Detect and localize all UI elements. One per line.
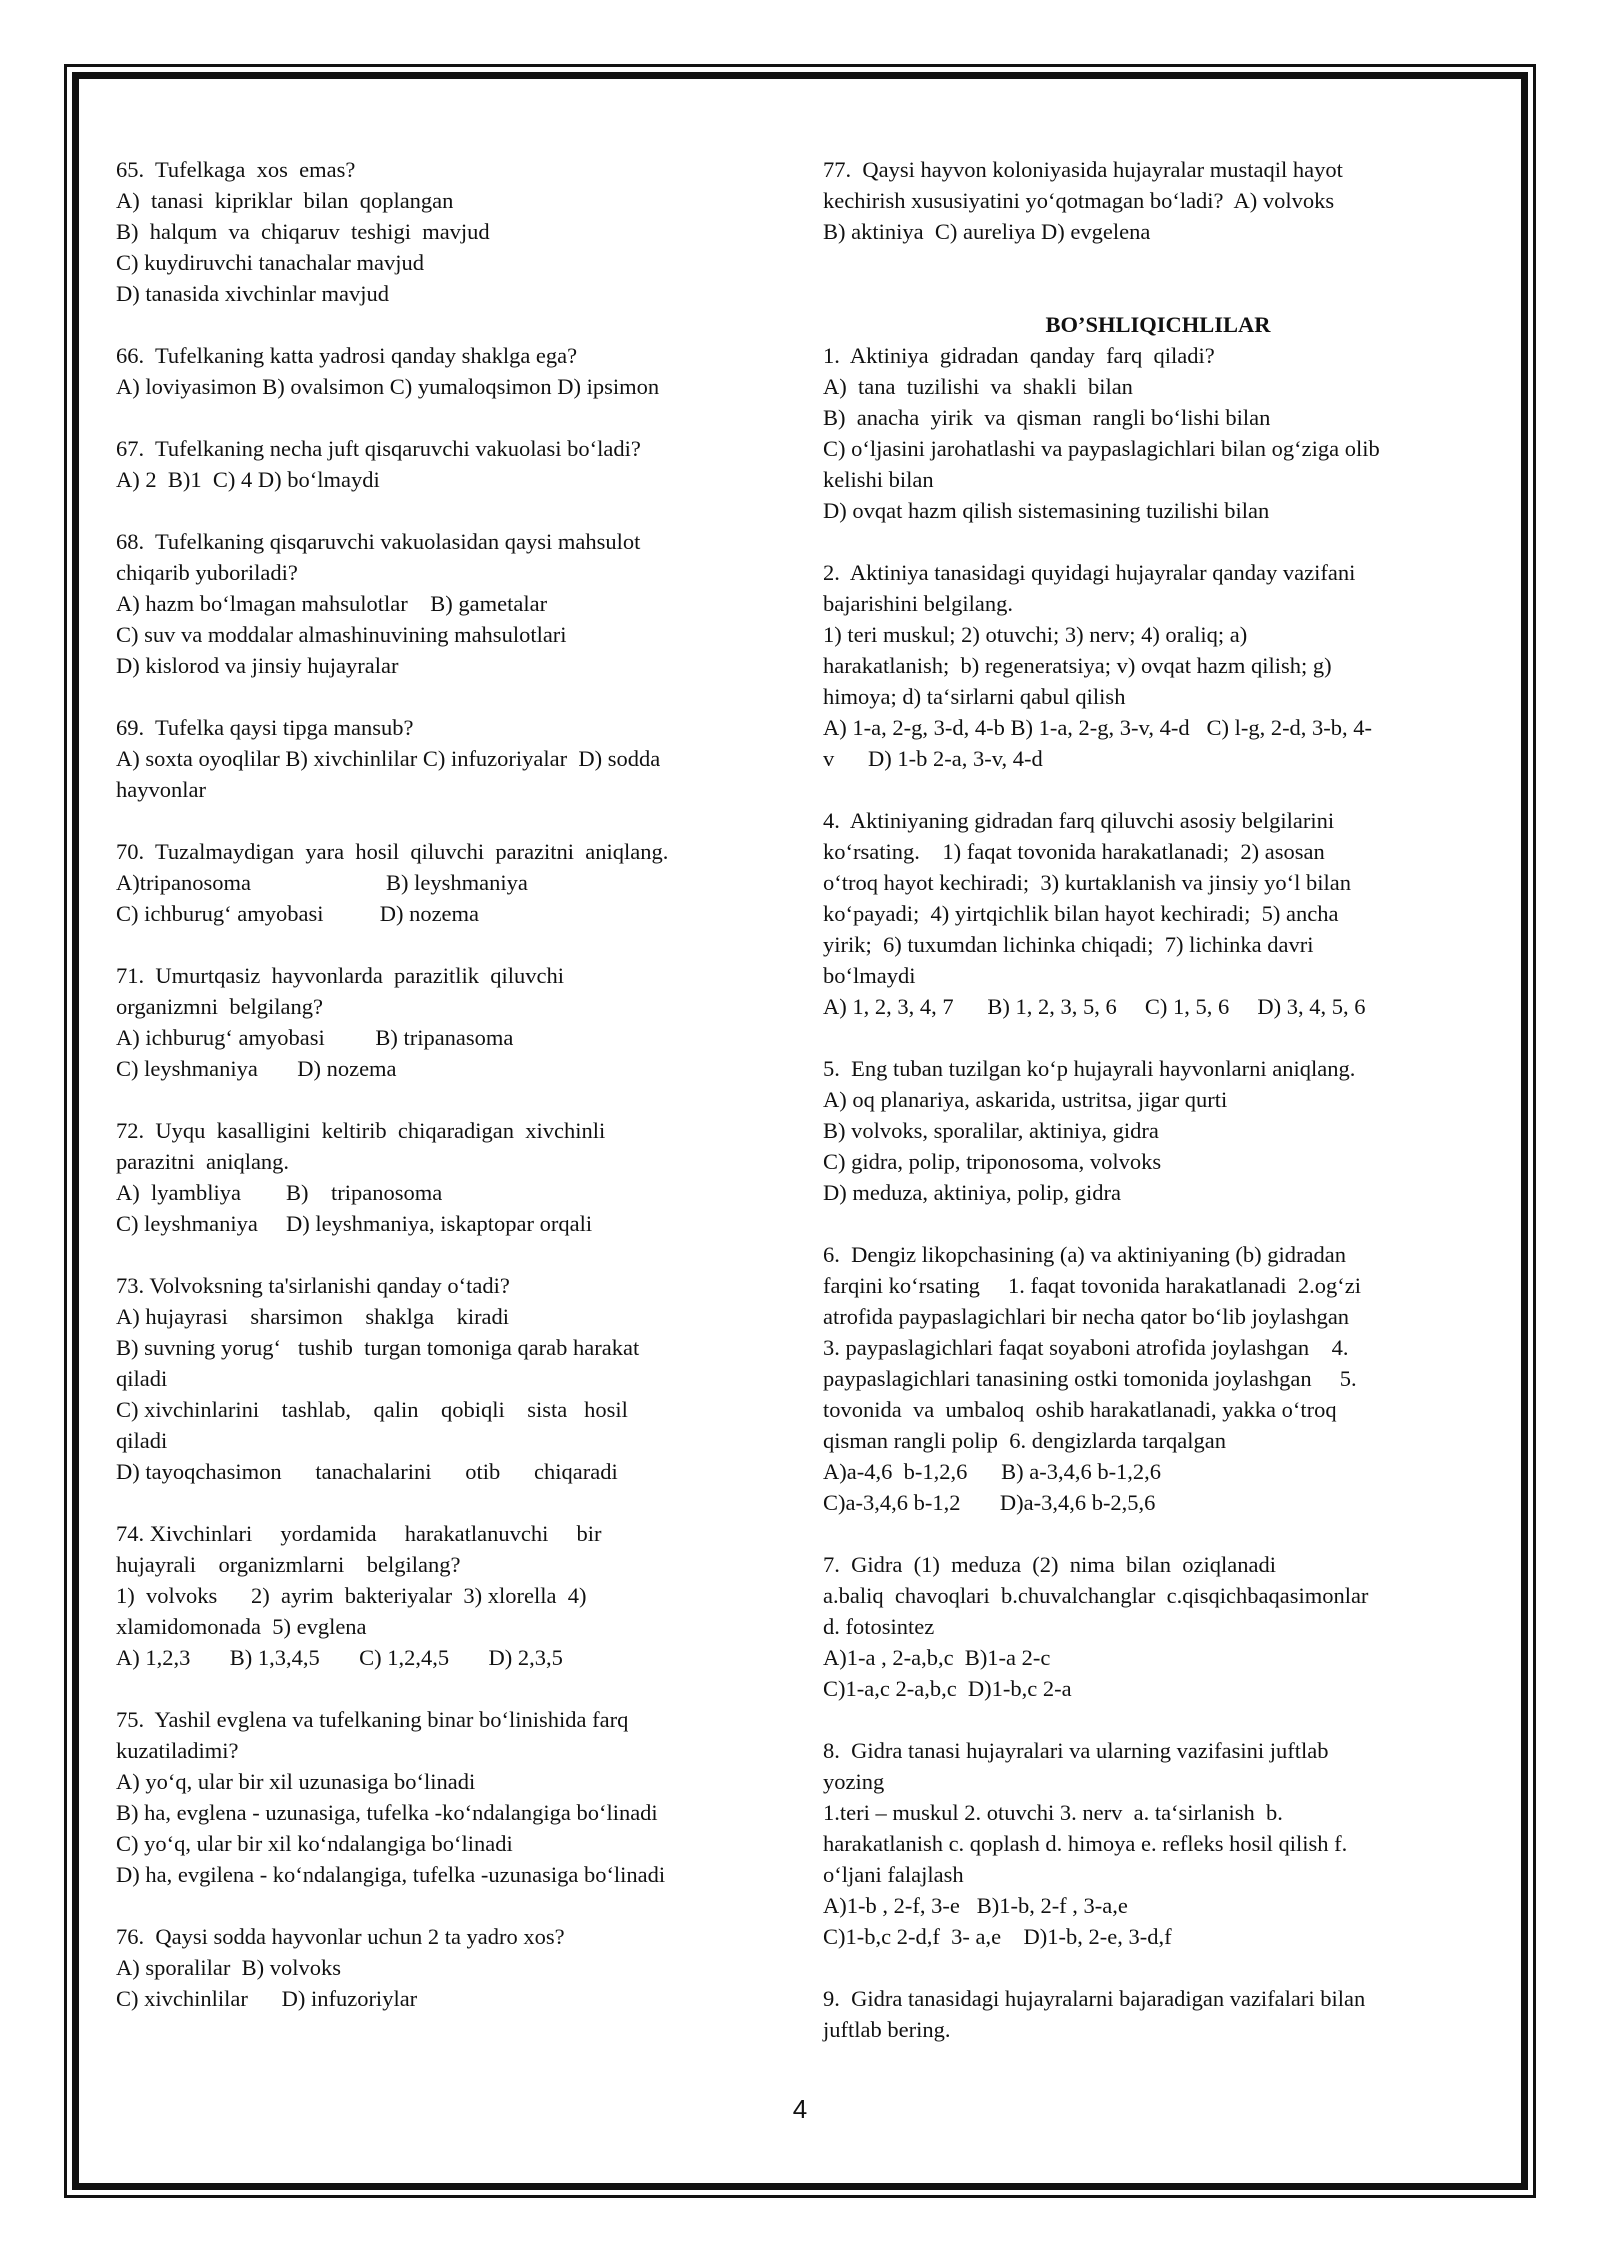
text-line: 9. Gidra tanasidagi hujayralarni bajaradigan vazifalari bilan: [823, 1986, 1366, 2011]
text-line: ko‘rsating. 1) faqat tovonida harakatlanadi; 2) asosan: [823, 839, 1325, 864]
text-line: A)tripanosoma B) leyshmaniya: [116, 870, 528, 895]
text-line: yozing: [823, 1769, 885, 1794]
text-line: D) ovqat hazm qilish sistemasining tuzilishi bilan: [823, 498, 1270, 523]
text-line: C) gidra, polip, triponosoma, volvoks: [823, 1149, 1162, 1174]
text-line: 77. Qaysi hayvon koloniyasida hujayralar mustaqil hayot: [823, 157, 1343, 182]
text-line: 8. Gidra tanasi hujayralari va ularning vazifasini juftlab: [823, 1738, 1329, 1763]
question-block: [116, 433, 781, 495]
text-line: 67. Tufelkaning necha juft qisqaruvchi vakuolasi bo‘ladi?: [116, 436, 641, 461]
text-line: C)1-b,c 2-d,f 3- a,e D)1-b, 2-e, 3-d,f: [823, 1924, 1172, 1949]
text-line: 66. Tufelkaning katta yadrosi qanday shaklga ega?: [116, 343, 578, 368]
text-line: D) tayoqchasimon tanachalarini otib chiqaradi: [116, 1459, 618, 1484]
right-column: [823, 154, 1493, 2076]
text-line: B) volvoks, sporalilar, aktiniya, gidra: [823, 1118, 1159, 1143]
text-line: 69. Tufelka qaysi tipga mansub?: [116, 715, 414, 740]
text-line: A) 2 B)1 C) 4 D) bo‘lmaydi: [116, 467, 380, 492]
text-line: A) yo‘q, ular bir xil uzunasiga bo‘linadi: [116, 1769, 476, 1794]
text-line: C) suv va moddalar almashinuvining mahsulotlari: [116, 622, 567, 647]
question-block: [116, 1921, 781, 2014]
text-line: A) lyambliya B) tripanosoma: [116, 1180, 443, 1205]
question-block: [823, 340, 1493, 526]
text-line: D) ha, evgilena - ko‘ndalangiga, tufelka -uzunasiga bo‘linadi: [116, 1862, 666, 1887]
text-line: 4. Aktiniyaning gidradan farq qiluvchi asosiy belgilarini: [823, 808, 1335, 833]
text-line: C) yo‘q, ular bir xil ko‘ndalangiga bo‘linadi: [116, 1831, 513, 1856]
text-line: A) 1-a, 2-g, 3-d, 4-b B) 1-a, 2-g, 3-v, 4-d C) l-g, 2-d, 3-b, 4-: [823, 715, 1373, 740]
text-line: v D) 1-b 2-a, 3-v, 4-d: [823, 746, 1043, 771]
text-line: 2. Aktiniya tanasidagi quyidagi hujayralar qanday vazifani: [823, 560, 1356, 585]
section-spacer: [823, 278, 1493, 309]
question-block: [823, 1239, 1493, 1518]
question-block: [116, 1518, 781, 1673]
text-line: qiladi: [116, 1366, 168, 1391]
text-line: xlamidomonada 5) evglena: [116, 1614, 367, 1639]
question-block: [116, 712, 781, 805]
text-line: tovonida va umbaloq oshib harakatlanadi, yakka o‘troq: [823, 1397, 1337, 1422]
text-line: A) hujayrasi sharsimon shaklga kiradi: [116, 1304, 510, 1329]
text-line: himoya; d) ta‘sirlarni qabul qilish: [823, 684, 1126, 709]
text-line: 6. Dengiz likopchasining (a) va aktiniyaning (b) gidradan: [823, 1242, 1346, 1267]
text-line: 1. Aktiniya gidradan qanday farq qiladi?: [823, 343, 1215, 368]
text-line: kuzatiladimi?: [116, 1738, 239, 1763]
text-line: A) 1,2,3 B) 1,3,4,5 C) 1,2,4,5 D) 2,3,5: [116, 1645, 563, 1670]
text-line: A) tanasi kipriklar bilan qoplangan: [116, 188, 454, 213]
text-line: a.baliq chavoqlari b.chuvalchanglar c.qisqichbaqasimonlar: [823, 1583, 1369, 1608]
text-line: 1.teri – muskul 2. otuvchi 3. nerv a. ta‘sirlanish b.: [823, 1800, 1283, 1825]
text-line: C) ichburug‘ amyobasi D) nozema: [116, 901, 480, 926]
text-line: ko‘payadi; 4) yirtqichlik bilan hayot kechiradi; 5) ancha: [823, 901, 1339, 926]
text-line: C) xivchinlilar D) infuzoriylar: [116, 1986, 418, 2011]
question-block: [116, 1704, 781, 1890]
right-questions: [823, 340, 1493, 2045]
text-line: kechirish xususiyatini yo‘qotmagan bo‘ladi? A) volvoks: [823, 188, 1335, 213]
text-line: A)a-4,6 b-1,2,6 B) a-3,4,6 b-1,2,6: [823, 1459, 1162, 1484]
text-line: A) tana tuzilishi va shakli bilan: [823, 374, 1133, 399]
text-line: A) loviyasimon B) ovalsimon C) yumaloqsimon D) ipsimon: [116, 374, 660, 399]
text-line: A)1-a , 2-a,b,c B)1-a 2-c: [823, 1645, 1051, 1670]
text-line: atrofida paypaslagichlari bir necha qator bo‘lib joylashgan: [823, 1304, 1350, 1329]
text-line: 68. Tufelkaning qisqaruvchi vakuolasidan qaysi mahsulot: [116, 529, 641, 554]
text-line: organizmni belgilang?: [116, 994, 324, 1019]
text-line: A) ichburug‘ amyobasi B) tripanasoma: [116, 1025, 514, 1050]
text-line: B) aktiniya C) aureliya D) evgelena: [823, 219, 1151, 244]
question-block: [823, 1983, 1493, 2045]
question-block: [116, 960, 781, 1084]
question-block: [116, 526, 781, 681]
text-line: 1) volvoks 2) ayrim bakteriyalar 3) xlorella 4): [116, 1583, 587, 1608]
question-77: [823, 154, 1493, 247]
text-line: C) xivchinlarini tashlab, qalin qobiqli sista hosil: [116, 1397, 628, 1422]
text-line: A) soxta oyoqlilar B) xivchinlilar C) infuzoriyalar D) sodda: [116, 746, 661, 771]
question-block: [823, 1549, 1493, 1704]
text-line: qisman rangli polip 6. dengizlarda tarqalgan: [823, 1428, 1227, 1453]
text-line: D) meduza, aktiniya, polip, gidra: [823, 1180, 1122, 1205]
text-line: paypaslagichlari tanasining ostki tomonida joylashgan 5.: [823, 1366, 1357, 1391]
text-line: farqini ko‘rsating 1. faqat tovonida harakatlanadi 2.og‘zi: [823, 1273, 1361, 1298]
text-line: 65. Tufelkaga xos emas?: [116, 157, 356, 182]
text-line: hayvonlar: [116, 777, 206, 802]
text-line: o‘troq hayot kechiradi; 3) kurtaklanish va jinsiy yo‘l bilan: [823, 870, 1352, 895]
question-block: [116, 836, 781, 929]
text-line: B) halqum va chiqaruv teshigi mavjud: [116, 219, 490, 244]
text-line: C)a-3,4,6 b-1,2 D)a-3,4,6 b-2,5,6: [823, 1490, 1156, 1515]
text-line: yirik; 6) tuxumdan lichinka chiqadi; 7) lichinka davri: [823, 932, 1314, 957]
page-number: 4: [792, 2094, 808, 2124]
text-line: C) leyshmaniya D) nozema: [116, 1056, 397, 1081]
text-line: kelishi bilan: [823, 467, 934, 492]
text-line: 75. Yashil evglena va tufelkaning binar bo‘linishida farq: [116, 1707, 629, 1732]
text-line: D) kislorod va jinsiy hujayralar: [116, 653, 399, 678]
question-block: [823, 1735, 1493, 1952]
text-line: bo‘lmaydi: [823, 963, 916, 988]
left-column: [116, 154, 781, 2045]
text-line: 73. Volvoksning ta'sirlanishi qanday o‘tadi?: [116, 1273, 510, 1298]
text-line: 7. Gidra (1) meduza (2) nima bilan oziqlanadi: [823, 1552, 1276, 1577]
text-line: C)1-a,c 2-a,b,c D)1-b,c 2-a: [823, 1676, 1072, 1701]
text-line: C) o‘ljasini jarohatlashi va paypaslagichlari bilan og‘ziga olib: [823, 436, 1380, 461]
text-line: 70. Tuzalmaydigan yara hosil qiluvchi parazitni aniqlang.: [116, 839, 669, 864]
text-line: A)1-b , 2-f, 3-e B)1-b, 2-f , 3-a,e: [823, 1893, 1128, 1918]
question-block: [116, 340, 781, 402]
question-block: [116, 1115, 781, 1239]
text-line: 1) teri muskul; 2) otuvchi; 3) nerv; 4) oraliq; a): [823, 622, 1248, 647]
text-line: A) oq planariya, askarida, ustritsa, jigar qurti: [823, 1087, 1228, 1112]
text-line: C) kuydiruvchi tanachalar mavjud: [116, 250, 425, 275]
question-block: [116, 154, 781, 309]
text-line: 74. Xivchinlari yordamida harakatlanuvchi bir: [116, 1521, 602, 1546]
text-line: C) leyshmaniya D) leyshmaniya, iskaptopar orqali: [116, 1211, 593, 1236]
text-line: 71. Umurtqasiz hayvonlarda parazitlik qiluvchi: [116, 963, 565, 988]
text-line: B) ha, evglena - uzunasiga, tufelka -ko‘ndalangiga bo‘linadi: [116, 1800, 658, 1825]
text-line: 72. Uyqu kasalligini keltirib chiqaradigan xivchinli: [116, 1118, 606, 1143]
text-line: parazitni aniqlang.: [116, 1149, 290, 1174]
text-line: A) 1, 2, 3, 4, 7 B) 1, 2, 3, 5, 6 C) 1, 5, 6 D) 3, 4, 5, 6: [823, 994, 1366, 1019]
text-line: D) tanasida xivchinlar mavjud: [116, 281, 390, 306]
text-line: A) hazm bo‘lmagan mahsulotlar B) gametalar: [116, 591, 548, 616]
text-line: 3. paypaslagichlari faqat soyaboni atrofida joylashgan 4.: [823, 1335, 1349, 1360]
text-line: 76. Qaysi sodda hayvonlar uchun 2 ta yadro xos?: [116, 1924, 565, 1949]
text-line: qiladi: [116, 1428, 168, 1453]
question-block: [823, 805, 1493, 1022]
text-line: d. fotosintez: [823, 1614, 935, 1639]
question-block: [116, 1270, 781, 1487]
text-line: 5. Eng tuban tuzilgan ko‘p hujayrali hayvonlarni aniqlang.: [823, 1056, 1356, 1081]
question-block: [823, 1053, 1493, 1208]
text-line: A) sporalilar B) volvoks: [116, 1955, 341, 1980]
section-heading: BO’SHLIQICHLILAR: [1045, 312, 1271, 337]
text-line: B) suvning yorug‘ tushib turgan tomoniga qarab harakat: [116, 1335, 640, 1360]
text-line: harakatlanish; b) regeneratsiya; v) ovqat hazm qilish; g): [823, 653, 1332, 678]
question-block: [823, 557, 1493, 774]
text-line: harakatlanish c. qoplash d. himoya e. refleks hosil qilish f.: [823, 1831, 1348, 1856]
text-line: juftlab bering.: [823, 2017, 951, 2042]
text-line: o‘ljani falajlash: [823, 1862, 964, 1887]
text-line: bajarishini belgilang.: [823, 591, 1013, 616]
text-line: chiqarib yuboriladi?: [116, 560, 298, 585]
text-line: hujayrali organizmlarni belgilang?: [116, 1552, 461, 1577]
text-line: B) anacha yirik va qisman rangli bo‘lishi bilan: [823, 405, 1271, 430]
